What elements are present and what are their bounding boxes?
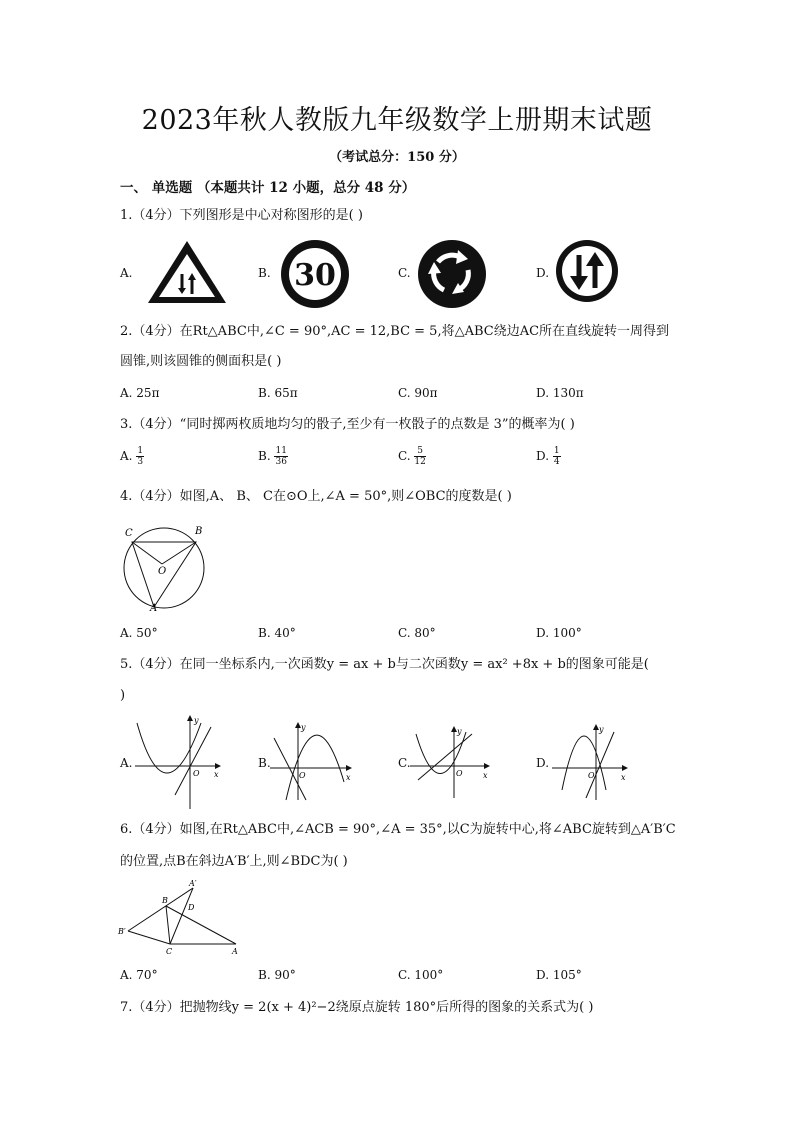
svg-text:A: A <box>232 947 238 956</box>
section-heading-single-choice: 一、 单选题 （本题共计 12 小题，总分 48 分） <box>120 180 416 196</box>
q4-segment-oc <box>132 542 162 564</box>
q3-option-d-fraction: $\frac{1}{4}$ <box>553 446 560 467</box>
question-4-stem: 4.（4分）如图,A、 B、 C在⊙O上,∠A = 50°,则∠OBC的度数是( ) <box>120 489 512 504</box>
page-title: 2023年秋人教版九年级数学上册期末试题 <box>141 105 653 136</box>
q2-option-d: D. 130π <box>536 386 584 400</box>
warning-triangle-sign-icon <box>146 238 228 306</box>
question-1-stem: 1.（4分）下列图形是中心对称图形的是( ) <box>120 208 363 223</box>
question-5-line-2: ) <box>120 688 126 703</box>
two-way-traffic-sign-icon <box>554 238 620 304</box>
svg-text:O: O <box>456 769 463 778</box>
question-7-stem: 7.（4分）把抛物线y = 2(x + 4)²−2绕原点旋转 180°后所得的图象的关系式为( ) <box>120 1000 594 1015</box>
q4-label-c: C <box>125 528 133 539</box>
q3-option-d-label: D. <box>536 449 550 463</box>
q1-option-a-label: A. <box>120 266 133 280</box>
q3-option-b-fraction: $\frac{11}{36}$ <box>275 446 287 467</box>
q6-option-b: B. 90° <box>258 968 296 982</box>
q4-option-c: C. 80° <box>398 626 436 640</box>
q5-option-c-graph <box>410 724 492 804</box>
svg-text:y: y <box>457 727 462 736</box>
q4-option-d: D. 100° <box>536 626 582 640</box>
roundabout-sign-icon <box>416 238 488 310</box>
q1-option-c-figure <box>416 238 488 314</box>
svg-text:y: y <box>301 723 306 732</box>
svg-text:x: x <box>214 770 219 779</box>
q1-option-d-figure <box>554 238 620 308</box>
svg-text:O: O <box>299 771 306 780</box>
svg-text:O: O <box>193 769 200 778</box>
q6-option-d: D. 105° <box>536 968 582 982</box>
speed-limit-number: 30 <box>294 258 336 293</box>
question-6-line-2: 的位置,点B在斜边A′B′上,则∠BDC为( ) <box>120 854 348 869</box>
q3-option-b <box>258 446 288 467</box>
q3-option-b-label: B. <box>258 449 271 463</box>
speed-limit-sign-icon <box>278 237 352 311</box>
question-2-line-1: 2.（4分）在Rt△ABC中,∠C = 90°,AC = 12,BC = 5,将△ABC绕边AC所在直线旋转一周得到 <box>120 324 670 339</box>
q4-option-a: A. 50° <box>120 626 158 640</box>
svg-text:O: O <box>588 771 595 780</box>
q3-option-c <box>398 446 426 467</box>
q5-option-c-label: C. <box>398 756 411 770</box>
q1-option-a-figure <box>146 238 228 310</box>
q4-label-o: O <box>158 566 167 577</box>
svg-text:x: x <box>483 771 488 780</box>
q2-option-a: A. 25π <box>120 386 160 400</box>
q1-option-b-label: B. <box>258 266 271 280</box>
q2-option-c: C. 90π <box>398 386 438 400</box>
q4-label-a: A <box>150 603 158 612</box>
svg-text:x: x <box>621 773 626 782</box>
q1-option-c-label: C. <box>398 266 411 280</box>
q3-option-a <box>120 446 144 467</box>
q5-option-b-graph <box>270 720 354 806</box>
q1-option-b-figure <box>278 237 352 315</box>
q3-option-d <box>536 446 561 467</box>
q2-option-b: B. 65π <box>258 386 298 400</box>
q4-option-b: B. 40° <box>258 626 296 640</box>
q1-option-d-label: D. <box>536 266 550 280</box>
q3-option-a-label: A. <box>120 449 133 463</box>
q3-option-c-fraction: $\frac{5}{12}$ <box>414 446 426 467</box>
svg-text:B: B <box>162 896 168 905</box>
question-5-line-1: 5.（4分）在同一坐标系内,一次函数y = ax + b与二次函数y = ax² +8x + b的图象可能是( <box>120 657 649 672</box>
q5-option-d-label: D. <box>536 756 550 770</box>
svg-text:C: C <box>166 947 173 956</box>
q3-option-a-fraction: $\frac{1}{3}$ <box>137 446 144 467</box>
question-6-line-1: 6.（4分）如图,在Rt△ABC中,∠ACB = 90°,∠A = 35°,以C为旋转中心,将∠ABC旋转到△A′B′C <box>120 822 676 837</box>
exam-total-score: （考试总分：150 分） <box>329 150 465 165</box>
q5-option-a-graph <box>135 713 225 813</box>
svg-text:y: y <box>194 716 199 725</box>
q5-option-b-label: B. <box>258 756 271 770</box>
q5-option-d-graph <box>552 722 632 806</box>
svg-text:x: x <box>346 773 351 782</box>
q4-circle-figure <box>116 520 216 616</box>
q6-option-a: A. 70° <box>120 968 158 982</box>
question-3-stem: 3.（4分）“同时掷两枚质地均匀的骰子,至少有一枚骰子的点数是 3”的概率为( ) <box>120 417 575 432</box>
question-2-line-2: 圆锥,则该圆锥的侧面积是( ) <box>120 354 282 369</box>
q4-label-b: B <box>195 526 203 537</box>
svg-text:B′: B′ <box>118 927 126 936</box>
q4-segment-ob <box>162 542 196 564</box>
q3-option-c-label: C. <box>398 449 411 463</box>
svg-text:A′: A′ <box>189 879 197 888</box>
q6-rotation-figure <box>116 876 246 964</box>
q5-option-a-label: A. <box>120 756 133 770</box>
svg-text:D: D <box>188 903 195 912</box>
q6-option-c: C. 100° <box>398 968 444 982</box>
svg-text:y: y <box>599 725 604 734</box>
